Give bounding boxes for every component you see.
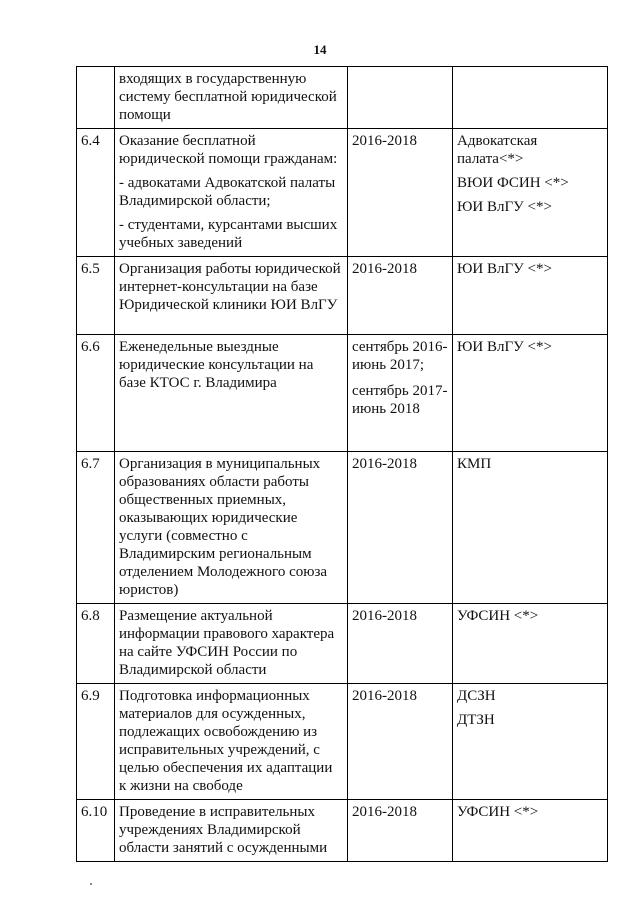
executor-text: Адвокатская палата<*> <box>457 133 538 167</box>
table-row <box>77 452 608 604</box>
event-text: Организация работы юридической интернет-консультации на базе Юридической клиники ЮИ ВлГУ <box>119 261 341 313</box>
period-text: 2016-2018 <box>352 261 417 277</box>
table-row <box>77 335 608 452</box>
executor-text: ВЮИ ФСИН <*> <box>457 175 569 191</box>
executor-text: ЮИ ВлГУ <*> <box>457 339 552 355</box>
period-cell <box>348 684 453 800</box>
period-cell <box>348 129 453 257</box>
executor-text: ЮИ ВлГУ <*> <box>457 199 552 215</box>
executor-cell <box>453 335 608 452</box>
period-text: сентябрь 2016-июнь 2017; <box>352 339 448 373</box>
event-text: Размещение актуальной информации правового характера на сайте УФСИН России по Владимирской области <box>119 608 335 678</box>
executor-cell <box>453 257 608 335</box>
period-text: 2016-2018 <box>352 688 417 704</box>
row-number: 6.10 <box>77 800 115 862</box>
executor-text: ДСЗН <box>457 688 496 704</box>
table-row <box>77 257 608 335</box>
event-cell <box>115 604 348 684</box>
period-cell <box>348 604 453 684</box>
executor-text: ЮИ ВлГУ <*> <box>457 261 552 277</box>
table-row <box>77 684 608 800</box>
table-row <box>77 800 608 862</box>
executor-cell <box>453 684 608 800</box>
table-row <box>77 604 608 684</box>
period-text: сентябрь 2017- июнь 2018 <box>352 383 448 417</box>
row-number: 6.5 <box>77 257 115 335</box>
event-cell <box>115 129 348 257</box>
table-row <box>77 129 608 257</box>
period-cell <box>348 800 453 862</box>
period-text: 2016-2018 <box>352 804 417 820</box>
event-cell <box>115 684 348 800</box>
executor-cell <box>453 800 608 862</box>
event-text: входящих в государственную систему бесплатной юридической помощи <box>119 71 337 123</box>
event-text: Подготовка информационных материалов для осужденных, подлежащих освобождению из исправительных учреждений, с целью обеспечения их адаптации к жизни на свободе <box>119 688 333 794</box>
event-cell <box>115 335 348 452</box>
row-number: 6.6 <box>77 335 115 452</box>
row-number: 6.7 <box>77 452 115 604</box>
executor-cell <box>453 67 608 129</box>
executor-cell <box>453 452 608 604</box>
scan-speck <box>90 883 92 885</box>
period-text: 2016-2018 <box>352 608 417 624</box>
period-cell <box>348 335 453 452</box>
row-number: 6.9 <box>77 684 115 800</box>
event-cell <box>115 67 348 129</box>
period-cell <box>348 257 453 335</box>
page-number: 14 <box>313 42 327 57</box>
period-cell <box>348 452 453 604</box>
event-text: Еженедельные выездные юридические консультации на базе КТОС г. Владимира <box>119 339 314 391</box>
period-text: 2016-2018 <box>352 133 417 149</box>
row-number: 6.4 <box>77 129 115 257</box>
executor-cell <box>453 604 608 684</box>
executor-text: УФСИН <*> <box>457 608 539 624</box>
event-text: Организация в муниципальных образованиях области работы общественных приемных, оказывающих юридические услуги (совместно с Владимирским региональным отделением Молодежного союза юристов) <box>119 456 328 598</box>
period-cell <box>348 67 453 129</box>
event-text: Проведение в исправительных учреждениях Владимирской области занятий с осужденными <box>119 804 328 856</box>
measures-table <box>76 66 608 862</box>
row-number: 6.8 <box>77 604 115 684</box>
event-text: Оказание бесплатной юридической помощи гражданам: <box>119 133 338 167</box>
event-text: - адвокатами Адвокатской палаты Владимирской области; <box>119 175 336 209</box>
event-text: - студентами, курсантами высших учебных заведений <box>119 217 338 251</box>
executor-text: ДТЗН <box>457 712 495 728</box>
event-cell <box>115 452 348 604</box>
table-row <box>77 67 608 129</box>
executor-text: КМП <box>457 456 492 472</box>
executor-text: УФСИН <*> <box>457 804 539 820</box>
executor-cell <box>453 129 608 257</box>
event-cell <box>115 257 348 335</box>
row-number <box>77 67 115 129</box>
period-text: 2016-2018 <box>352 456 417 472</box>
event-cell <box>115 800 348 862</box>
